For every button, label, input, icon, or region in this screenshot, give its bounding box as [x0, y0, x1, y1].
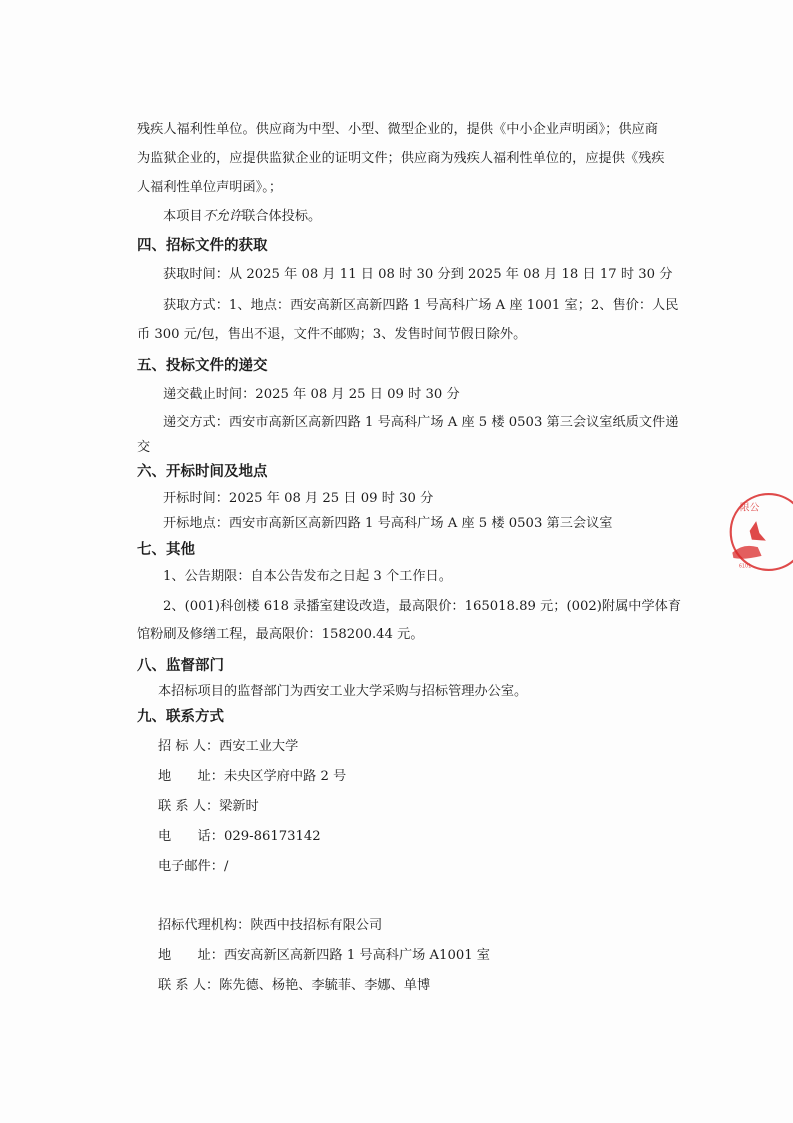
section-8-heading: 八、监督部门 [137, 657, 224, 674]
contact-value: 梁新时 [219, 799, 259, 814]
consortium-emphasis: 不允许 [202, 209, 243, 224]
sec5-method-2: 交 [137, 440, 151, 455]
sec7-item-2-line-1: 2、(001)科创楼 618 录播室建设改造，最高限价：165018.89 元；(002)附属中学体育 [163, 599, 682, 614]
para-line-3: 人福利性单位声明函》。； [137, 180, 283, 195]
seal-smudge [732, 546, 761, 559]
consortium-suffix: 联合体投标。 [242, 209, 322, 224]
consortium-prefix: 本项目 [163, 209, 203, 224]
contact-label: 招标代理机构： [158, 918, 251, 933]
sec7-item-2-line-2: 馆粉刷及修缮工程，最高限价：158200.44 元。 [137, 627, 424, 642]
seal-star-icon [750, 521, 766, 541]
sec5-method-1: 递交方式：西安市高新区高新四路 1 号高科广场 A 座 5 楼 0503 第三会议室纸质文件递 [163, 415, 679, 430]
contact-value: / [223, 859, 229, 874]
contact-tenderer [158, 737, 298, 757]
contact-label: 联 系 人： [158, 978, 220, 993]
sec8-text: 本招标项目的监督部门为西安工业大学采购与招标管理办公室。 [158, 684, 528, 699]
seal-stamp [728, 452, 793, 612]
section-4-heading: 四、招标文件的获取 [137, 237, 268, 254]
section-9-heading: 九、联系方式 [137, 708, 224, 725]
contact-label: 电 话： [158, 829, 224, 844]
contact-value: 西安高新区高新四路 1 号高科广场 A1001 室 [223, 948, 490, 963]
sec7-item-1: 1、公告期限：自本公告发布之日起 3 个工作日。 [163, 569, 452, 584]
sec4-time: 获取时间：从 2025 年 08 月 11 日 08 时 30 分到 2025 年 08 月 18 日 17 时 30 分 [163, 267, 673, 282]
para-line-2: 为监狱企业的，应提供监狱企业的证明文件；供应商为残疾人福利性单位的，应提供《残疾 [137, 151, 665, 166]
agency-address [158, 946, 490, 966]
sec5-deadline: 递交截止时间：2025 年 08 月 25 日 09 时 30 分 [163, 387, 460, 402]
sec4-method-2: 币 300 元/包，售出不退，文件不邮购；3、发售时间节假日除外。 [137, 327, 527, 342]
seal-text-bottom: 6101 [738, 563, 752, 570]
contact-email [158, 857, 228, 877]
contact-label: 招 标 人： [158, 739, 220, 754]
consortium-note [163, 207, 698, 227]
contact-value: 陕西中技招标有限公司 [250, 918, 383, 933]
contact-value: 未央区学府中路 2 号 [223, 769, 347, 784]
contact-label: 地 址： [158, 769, 224, 784]
contact-label: 地 址： [158, 948, 224, 963]
contact-person [158, 797, 259, 817]
contact-address [158, 767, 346, 787]
contact-value: 陈先德、杨艳、李毓菲、李娜、单博 [219, 978, 431, 993]
sec6-place: 开标地点：西安市高新区高新四路 1 号高科广场 A 座 5 楼 0503 第三会议室 [163, 516, 613, 531]
contact-label: 联 系 人： [158, 799, 220, 814]
agency-contact [158, 976, 430, 996]
contact-label: 电子邮件： [158, 859, 224, 874]
contact-phone [158, 827, 321, 847]
contact-value: 029-86173142 [223, 829, 321, 844]
sec4-method-1: 获取方式：1、地点：西安高新区高新四路 1 号高科广场 A 座 1001 室；2、售价：人民 [163, 298, 679, 313]
seal-text-top: 限公 [739, 502, 760, 514]
para-line-1: 残疾人福利性单位。供应商为中型、小型、微型企业的，提供《中小企业声明函》；供应商 [137, 122, 658, 137]
contact-value: 西安工业大学 [219, 739, 299, 754]
section-7-heading: 七、其他 [137, 541, 195, 558]
section-6-heading: 六、开标时间及地点 [137, 463, 268, 480]
section-5-heading: 五、投标文件的递交 [137, 357, 268, 374]
sec6-time: 开标时间：2025 年 08 月 25 日 09 时 30 分 [163, 491, 434, 506]
agency-name [158, 916, 382, 936]
